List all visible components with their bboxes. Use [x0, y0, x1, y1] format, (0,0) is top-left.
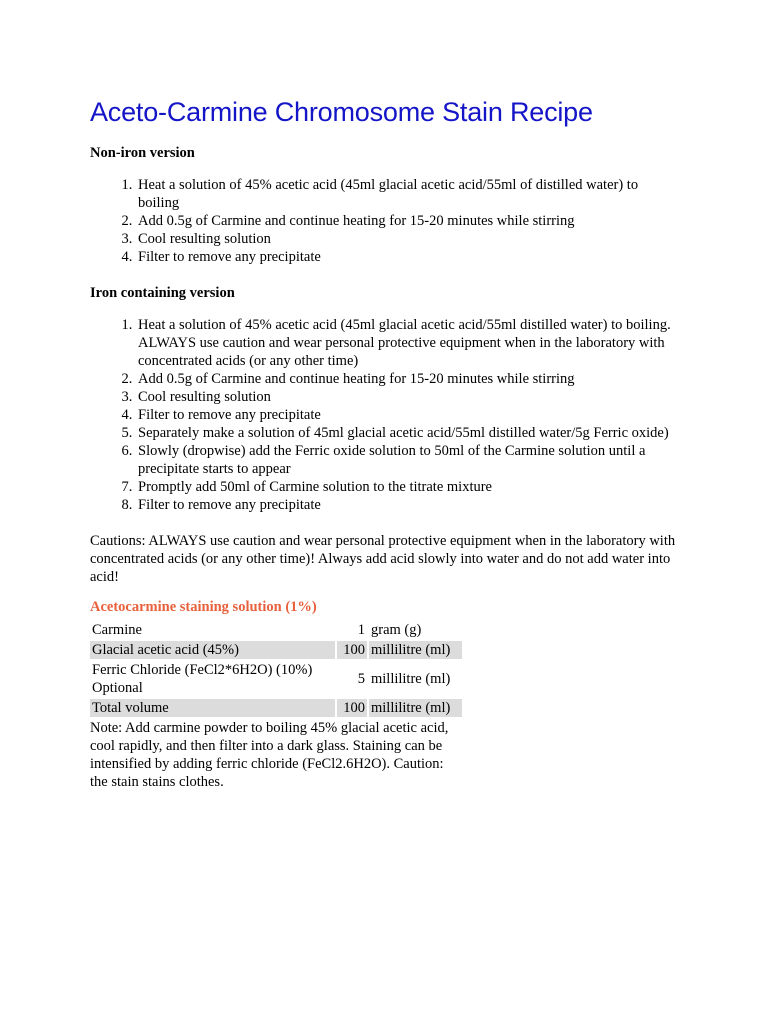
amount-cell: 5 [357, 671, 365, 687]
unit-cell: gram (g) [370, 622, 422, 638]
unit-cell: millilitre (ml) [369, 699, 462, 717]
unit-cell: millilitre (ml) [369, 641, 462, 659]
amount-cell: 100 [337, 699, 367, 717]
list-item: 8. Filter to remove any precipitate [136, 496, 678, 514]
list-item: 7. Promptly add 50ml of Carmine solution to the titrate mixture [136, 478, 678, 496]
non-iron-heading: Non-iron version [90, 145, 195, 161]
table-heading: Acetocarmine staining solution (1%) [90, 599, 317, 615]
table-row [90, 641, 462, 659]
list-item: 4. Filter to remove any precipitate [136, 406, 678, 424]
recipe-table [88, 619, 464, 719]
list-item: 1. Heat a solution of 45% acetic acid (45ml glacial acetic acid/55ml distilled water) to boiling. ALWAYS use caution and wear personal protective equipment when in the laboratory with concentrated acids (or any other time) [136, 316, 678, 370]
page-title: Aceto-Carmine Chromosome Stain Recipe [90, 97, 593, 127]
list-item: 4. Filter to remove any precipitate [136, 248, 678, 266]
list-item: 6. Slowly (dropwise) add the Ferric oxide solution to 50ml of the Carmine solution until a precipitate starts to appear [136, 442, 678, 478]
list-item: 2. Add 0.5g of Carmine and continue heating for 15-20 minutes while stirring [136, 212, 678, 230]
table-row [90, 661, 462, 697]
table-row [90, 699, 462, 717]
list-item: 1. Heat a solution of 45% acetic acid (45ml glacial acetic acid/55ml of distilled water) to boiling [136, 176, 678, 212]
amount-cell: 1 [357, 622, 365, 638]
ingredient-cell: Ferric Chloride (FeCl2*6H2O) (10%) Optional [92, 662, 313, 696]
non-iron-steps-list [90, 176, 678, 266]
list-item: 3. Cool resulting solution [136, 388, 678, 406]
iron-steps-list [90, 316, 678, 514]
cautions-paragraph: Cautions: ALWAYS use caution and wear personal protective equipment when in the laboratory with concentrated acids (or any other time)! Always add acid slowly into water and do not add water into acid! [90, 533, 676, 585]
ingredient-cell: Carmine [92, 622, 142, 638]
list-item: 5. Separately make a solution of 45ml glacial acetic acid/55ml distilled water/5g Ferric oxide) [136, 424, 678, 442]
list-item: 3. Cool resulting solution [136, 230, 678, 248]
note-paragraph: Note: Add carmine powder to boiling 45% glacial acetic acid, cool rapidly, and then filter into a dark glass. Staining can be intensified by adding ferric chloride (FeCl2.6H2O). Caution: the stain stains clothes. [90, 720, 449, 790]
amount-cell: 100 [337, 641, 367, 659]
ingredient-cell: Total volume [90, 699, 335, 717]
ingredient-cell: Glacial acetic acid (45%) [90, 641, 335, 659]
table-row [90, 621, 462, 639]
list-item: 2. Add 0.5g of Carmine and continue heating for 15-20 minutes while stirring [136, 370, 678, 388]
unit-cell: millilitre (ml) [370, 671, 451, 687]
iron-heading: Iron containing version [90, 285, 235, 301]
